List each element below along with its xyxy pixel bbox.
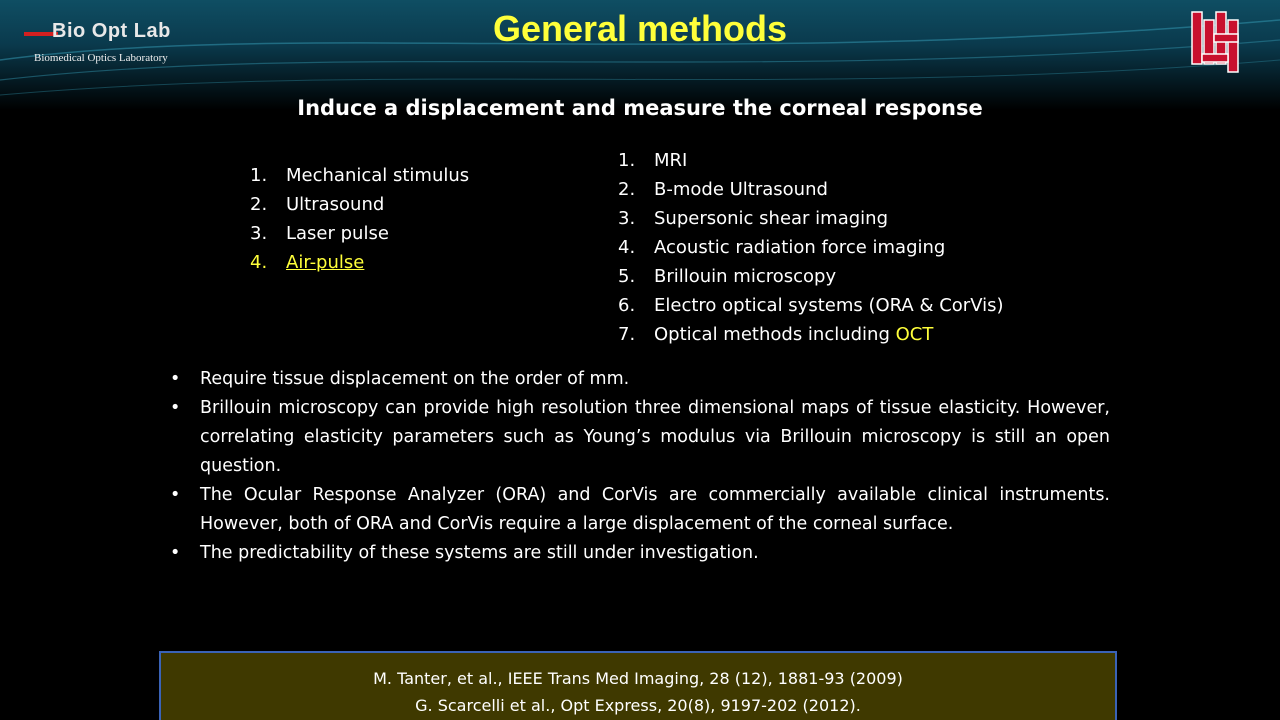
item-number: 2. xyxy=(250,194,268,215)
bullet-dot: • xyxy=(170,398,181,418)
bullet-item xyxy=(170,539,1110,568)
references-box xyxy=(159,651,1117,720)
item-number: 3. xyxy=(618,208,636,229)
item-label: Laser pulse xyxy=(286,223,389,244)
item-number: 7. xyxy=(618,324,636,345)
item-label: Brillouin microscopy xyxy=(654,266,837,287)
bullet-text: The Ocular Response Analyzer (ORA) and CorVis are commercially available clinical instruments. However, both of ORA and CorVis require a large displacement of the corneal surface. xyxy=(200,485,1110,534)
item-label: Mechanical stimulus xyxy=(286,165,470,186)
bullet-item xyxy=(170,394,1110,481)
bullet-text: Brillouin microscopy can provide high resolution three dimensional maps of tissue elasticity. However, correlating elasticity parameters such as Young’s modulus via Brillouin microscopy is still an open question. xyxy=(200,398,1110,476)
bullet-dot: • xyxy=(170,543,181,563)
list-item xyxy=(250,190,469,219)
list-item xyxy=(618,233,1004,262)
reference-1: M. Tanter, et al., IEEE Trans Med Imaging, 28 (12), 1881-93 (2009) xyxy=(373,669,903,688)
bullet-item xyxy=(170,365,1110,394)
logo-subtitle: Biomedical Optics Laboratory xyxy=(34,52,168,64)
list-item xyxy=(618,204,1004,233)
item-label: Acoustic radiation force imaging xyxy=(654,237,946,258)
uh-logo xyxy=(1186,4,1242,74)
item-number: 3. xyxy=(250,223,268,244)
item-label: Ultrasound xyxy=(286,194,385,215)
item-label: Supersonic shear imaging xyxy=(654,208,888,229)
item-label: B-mode Ultrasound xyxy=(654,179,828,200)
item-label: Electro optical systems (ORA & CorVis) xyxy=(654,295,1004,316)
item-label: MRI xyxy=(654,150,688,171)
list-item xyxy=(250,248,469,277)
item-number: 4. xyxy=(250,252,268,273)
item-label: Optical methods including xyxy=(654,324,896,345)
stimulus-list xyxy=(250,161,469,277)
list-item xyxy=(250,161,469,190)
item-number: 2. xyxy=(618,179,636,200)
slide-subtitle: Induce a displacement and measure the corneal response xyxy=(297,96,983,120)
logo-name: Bio Opt Lab xyxy=(52,20,171,42)
list-item xyxy=(618,146,1004,175)
methods-list xyxy=(618,146,1004,349)
air-pulse-link[interactable]: Air-pulse xyxy=(286,252,365,273)
item-number: 5. xyxy=(618,266,636,287)
list-item xyxy=(618,320,1004,349)
bullet-text: Require tissue displacement on the order of mm. xyxy=(200,369,630,389)
list-item xyxy=(618,262,1004,291)
slide-title: General methods xyxy=(492,8,788,49)
item-number: 1. xyxy=(618,150,636,171)
slide-header xyxy=(0,0,1280,110)
bullet-dot: • xyxy=(170,369,181,389)
bullet-item xyxy=(170,481,1110,539)
list-item xyxy=(618,291,1004,320)
item-number: 4. xyxy=(618,237,636,258)
reference-2: G. Scarcelli et al., Opt Express, 20(8), 9197-202 (2012). xyxy=(415,696,861,715)
list-item xyxy=(250,219,469,248)
bullet-list xyxy=(170,365,1110,568)
list-item xyxy=(618,175,1004,204)
oct-highlight: OCT xyxy=(895,324,934,345)
bullet-text: The predictability of these systems are still under investigation. xyxy=(200,543,759,563)
item-number: 1. xyxy=(250,165,268,186)
bullet-dot: • xyxy=(170,485,181,505)
item-number: 6. xyxy=(618,295,636,316)
